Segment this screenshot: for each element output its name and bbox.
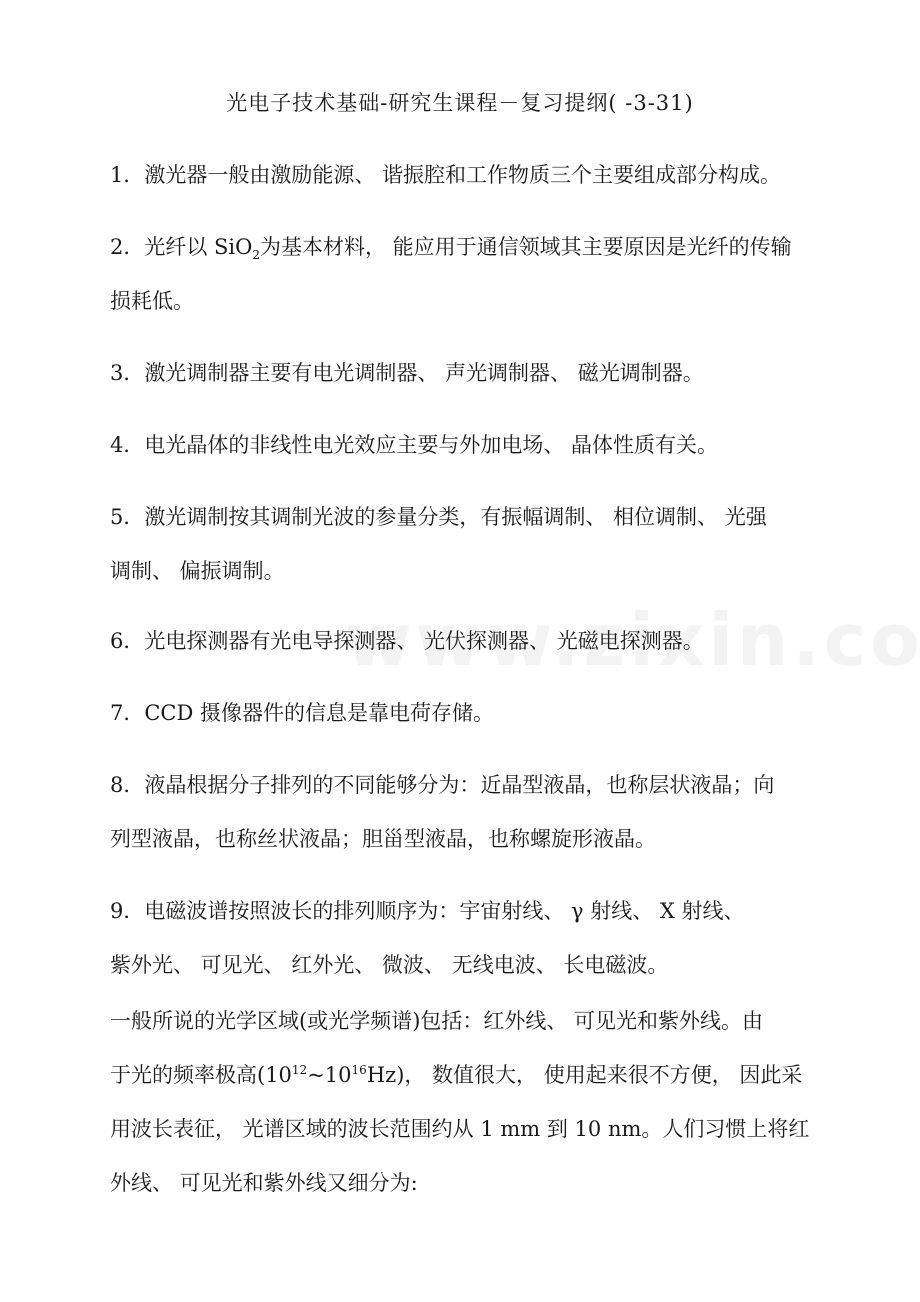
item-2-line-1 — [110, 232, 792, 262]
superscript-exp-1: 12 — [291, 1063, 308, 1077]
item-9-line-1: 9．电磁波谱按照波长的排列顺序为：宇宙射线、 γ 射线、 X 射线、 — [110, 899, 745, 923]
paragraph-text-a: 于光的频率极高(10 — [110, 1063, 292, 1087]
item-2-text-b: 为基本材料， 能应用于通信领域其主要原因是光纤的传输 — [260, 235, 792, 259]
item-5-line-1: 5．激光调制按其调制光波的参量分类，有振幅调制、 相位调制、 光强 — [110, 505, 767, 529]
paragraph-line-1: 一般所说的光学区域(或光学频谱)包括：红外线、 可见光和紫外线。由 — [110, 1009, 764, 1033]
paragraph-line-4: 外线、 可见光和紫外线又细分为: — [110, 1171, 418, 1195]
superscript-exp-2: 16 — [351, 1063, 367, 1077]
paragraph-text-b: ~10 — [307, 1063, 352, 1087]
page-title: 光电子技术基础-研究生课程－复习提纲( -3-31) — [226, 91, 694, 115]
item-7-line-1: 7．CCD 摄像器件的信息是靠电荷存储。 — [110, 701, 495, 725]
item-6-line-1: 6．光电探测器有光电导探测器、 光伏探测器、 光磁电探测器。 — [110, 629, 704, 653]
item-8-line-1: 8．液晶根据分子排列的不同能够分为：近晶型液晶，也称层状液晶；向 — [110, 773, 775, 797]
item-9-line-2: 紫外光、 可见光、 红外光、 微波、 无线电波、 长电磁波。 — [110, 953, 669, 977]
item-5-line-2: 调制、 偏振调制。 — [110, 559, 285, 583]
item-1-line-1: 1．激光器一般由激励能源、 谐振腔和工作物质三个主要组成部分构成。 — [110, 163, 782, 187]
paragraph-line-3: 用波长表征， 光谱区域的波长范围约从 1 mm 到 10 nm。人们习惯上将红 — [110, 1117, 810, 1141]
subscript: 2 — [252, 248, 260, 263]
item-2-text-a: 2．光纤以 SiO — [110, 235, 253, 259]
item-8-line-2: 列型液晶，也称丝状液晶；胆甾型液晶，也称螺旋形液晶。 — [110, 827, 656, 851]
paragraph-line-2 — [110, 1060, 802, 1090]
item-4-line-1: 4．电光晶体的非线性电光效应主要与外加电场、 晶体性质有关。 — [110, 433, 719, 457]
paragraph-text-c: Hz)， 数值很大， 使用起来很不方便， 因此采 — [366, 1063, 803, 1087]
item-3-line-1: 3．激光调制器主要有电光调制器、 声光调制器、 磁光调制器。 — [110, 361, 704, 385]
item-2-line-2: 损耗低。 — [110, 289, 194, 313]
